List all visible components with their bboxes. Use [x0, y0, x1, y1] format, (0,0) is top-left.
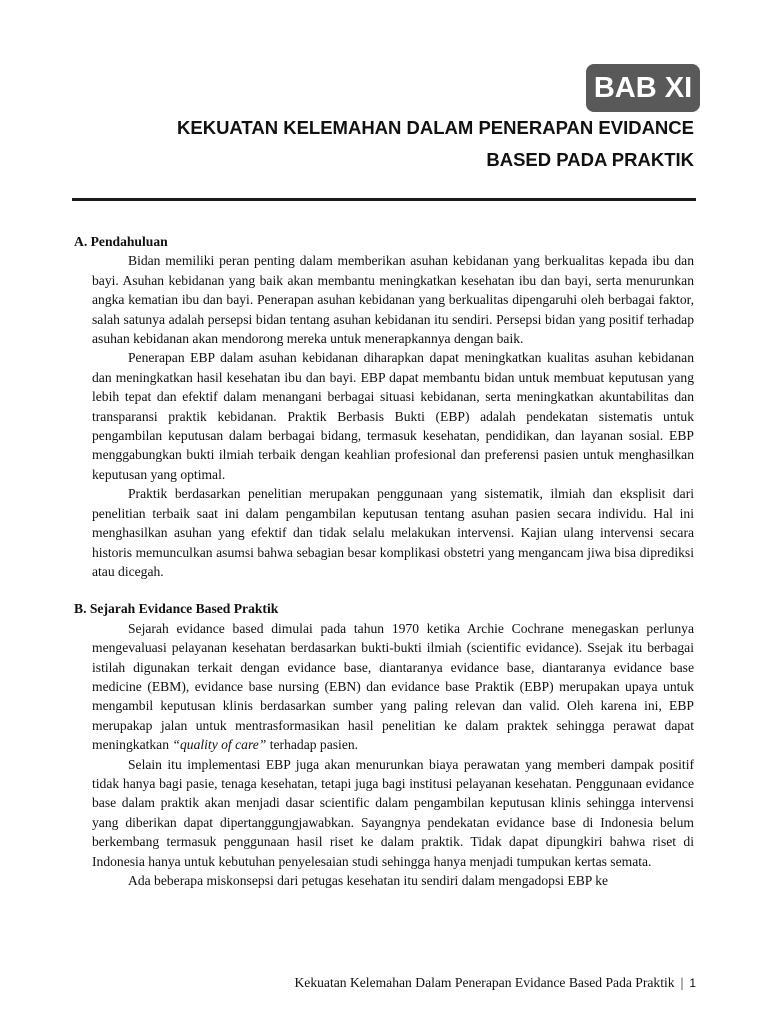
paragraph: Bidan memiliki peran penting dalam memberikan asuhan kebidanan yang berkualitas kepada ibu dan bayi. Asuhan kebidanan yang baik akan membantu meningkatkan kesehatan ibu dan bayi, serta menurunkan angka kematian ibu dan bayi. Penerapan asuhan kebidanan yang berkualitas dipengaruhi oleh berbagai faktor, salah satunya adalah persepsi bidan tentang asuhan kebidanan itu sendiri. Persepsi bidan yang positif terhadap asuhan kebidanan akan mendorong mereka untuk menerapkannya dengan baik.	[92, 253, 694, 347]
paragraph: Penerapan EBP dalam asuhan kebidanan diharapkan dapat meningkatkan kualitas asuhan kebidanan dan meningkatkan hasil kesehatan ibu dan bayi. EBP dapat membantu bidan untuk membuat keputusan yang lebih tepat dan efektif dalam menangani berbagai situasi kebidanan, serta meningkatkan akuntabilitas dan transparansi praktik kebidanan. Praktik Berbasis Bukti (EBP) adalah pendekatan sistematis untuk pengambilan keputusan dalam berbagai bidang, termasuk kesehatan, pendidikan, dan layanan sosial. EBP menggabungkan bukti ilmiah terbaik dengan keahlian profesional dan preferensi pasien untuk menghasilkan keputusan yang optimal.	[92, 350, 694, 482]
section-heading-pendahuluan: A. Pendahuluan	[74, 234, 168, 249]
title-divider	[72, 198, 696, 201]
chapter-title	[54, 112, 694, 176]
document-body	[74, 232, 694, 890]
chapter-title-line2: BASED PADA PRAKTIK	[486, 149, 694, 170]
paragraph	[92, 619, 694, 755]
paragraph: Ada beberapa miskonsepsi dari petugas kesehatan itu sendiri dalam mengadopsi EBP ke	[128, 873, 609, 888]
chapter-title-line1: KEKUATAN KELEMAHAN DALAM PENERAPAN EVIDANCE	[177, 117, 694, 138]
paragraph-text: terhadap pasien.	[266, 737, 359, 753]
page-number: 1	[689, 976, 696, 990]
paragraph: Praktik berdasarkan penelitian merupakan penggunaan yang sistematik, ilmiah dan eksplisit dari penelitian terbaik saat ini dalam pengambilan keputusan tentang asuhan pasien secara individu. Hal ini menghasilkan asuhan yang efektif dan tidak selalu melakukan intervensi. Kajian ulang intervensi secara historis memunculkan asumsi bahwa sebagian besar komplikasi obstetri yang mengancam jiwa bisa diprediksi atau dicegah.	[92, 486, 694, 579]
footer-running-title: Kekuatan Kelemahan Dalam Penerapan Evidance Based Pada Praktik	[294, 975, 675, 990]
section-heading-sejarah: B. Sejarah Evidance Based Praktik	[74, 601, 279, 617]
chapter-badge: BAB XI	[586, 64, 700, 112]
footer-separator: |	[680, 975, 684, 990]
paragraph: Selain itu implementasi EBP juga akan menurunkan biaya perawatan yang memberi dampak positif tidak hanya bagi pasie, tenaga kesehatan, tetapi juga bagi institusi pelayanan kesehatan. Penggunaan evidance base dalam praktik akan menjadi dasar scientific dalam pengambilan keputusan klinis sehingga intervensi yang diberikan dapat dipertanggungjawabkan. Sayangnya pendekatan evidance base di Indonesia belum berkembang termasuk penggunaan hasil riset ke dalam praktik. Tidak dapat dipungkiri bahwa riset di Indonesia hanya untuk kebutuhan penyelesaian studi sehingga hanya menjadi tumpukan kertas semata.	[92, 756, 694, 869]
page-footer	[60, 973, 696, 993]
quoted-phrase: “quality of care”	[172, 737, 267, 753]
paragraph-text: Sejarah evidance based dimulai pada tahun 1970 ketika Archie Cochrane menegaskan perlunya mengevaluasi pelayanan kesehatan berdasarkan bukti-bukti ilmiah (scientific evidance). Ssejak itu berbagai istilah digunakan terkait dengan evidance base, diantaranya evidance base, diantaranya evidance base medicine (EBM), evidance base nursing (EBN) dan evidance base Praktik (EBP) merupakan upaya untuk mengambil keputusan klinis berdasarkan sumber yang paling relevan dan valid. Oleh karena ini, EBP merupakap jalan untuk mentrasformasikan hasil penelitian ke dalam praktek sehingga perawat dapat meningkatkan	[92, 620, 694, 753]
